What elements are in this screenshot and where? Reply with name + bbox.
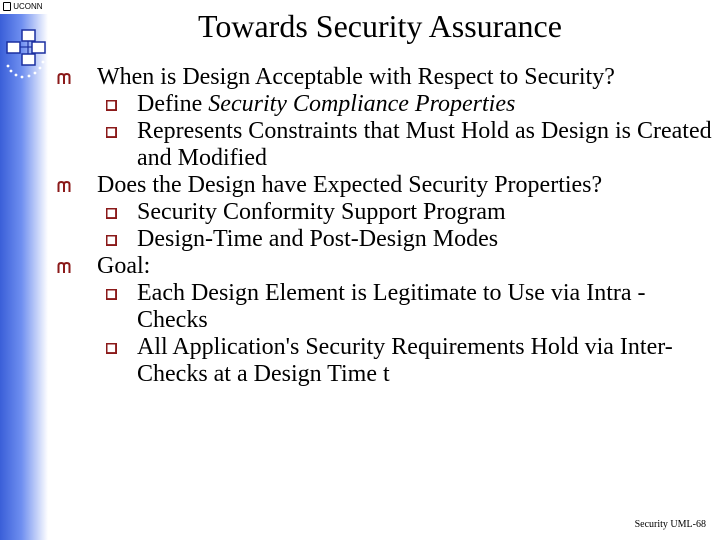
bullet-item <box>0 172 720 199</box>
sub-bullet-item <box>0 226 720 253</box>
bullet-text: Goal: <box>97 253 151 279</box>
bullet-item <box>0 64 720 91</box>
m-bullet-icon <box>56 64 76 91</box>
sub-bullet-text: All Application's Security Requirements Hold via Inter-Checks at a Design Time t <box>137 334 673 387</box>
m-bullet-icon <box>56 253 76 280</box>
square-bullet-icon <box>106 289 117 300</box>
sub-bullet-item <box>0 334 720 388</box>
bullet-text: When is Design Acceptable with Respect to Security? <box>97 64 615 90</box>
square-bullet-icon <box>106 235 117 246</box>
sub-bullet-emphasis: Security Compliance Properties <box>208 91 516 117</box>
square-bullet-icon <box>106 208 117 219</box>
square-bullet-icon <box>106 100 117 111</box>
brand-name: UCONN <box>13 2 43 11</box>
sub-bullet-text: Each Design Element is Legitimate to Use via Intra -Checks <box>137 280 646 333</box>
sub-bullet-prefix: Define <box>137 91 209 117</box>
bullet-item <box>0 253 720 280</box>
sub-bullet-text: Design-Time and Post-Design Modes <box>137 226 499 252</box>
sub-bullet-item <box>0 199 720 226</box>
bullet-text: Does the Design have Expected Security Properties? <box>97 172 603 198</box>
bullet-list <box>0 64 720 388</box>
seal-icon <box>3 2 11 11</box>
brand-logo <box>3 1 43 12</box>
slide-footer: Security UML-68 <box>634 519 706 530</box>
sub-bullet-text: Represents Constraints that Must Hold as Design is Created and Modified <box>137 118 712 171</box>
sub-bullet-item <box>0 91 720 118</box>
slide-title: Towards Security Assurance <box>198 8 562 44</box>
square-bullet-icon <box>106 343 117 354</box>
sub-bullet-text: Security Conformity Support Program <box>137 199 506 225</box>
sub-bullet-item <box>0 280 720 334</box>
sub-bullet-item <box>0 118 720 172</box>
m-bullet-icon <box>56 172 76 199</box>
square-bullet-icon <box>106 127 117 138</box>
sub-bullet-text <box>137 91 715 118</box>
